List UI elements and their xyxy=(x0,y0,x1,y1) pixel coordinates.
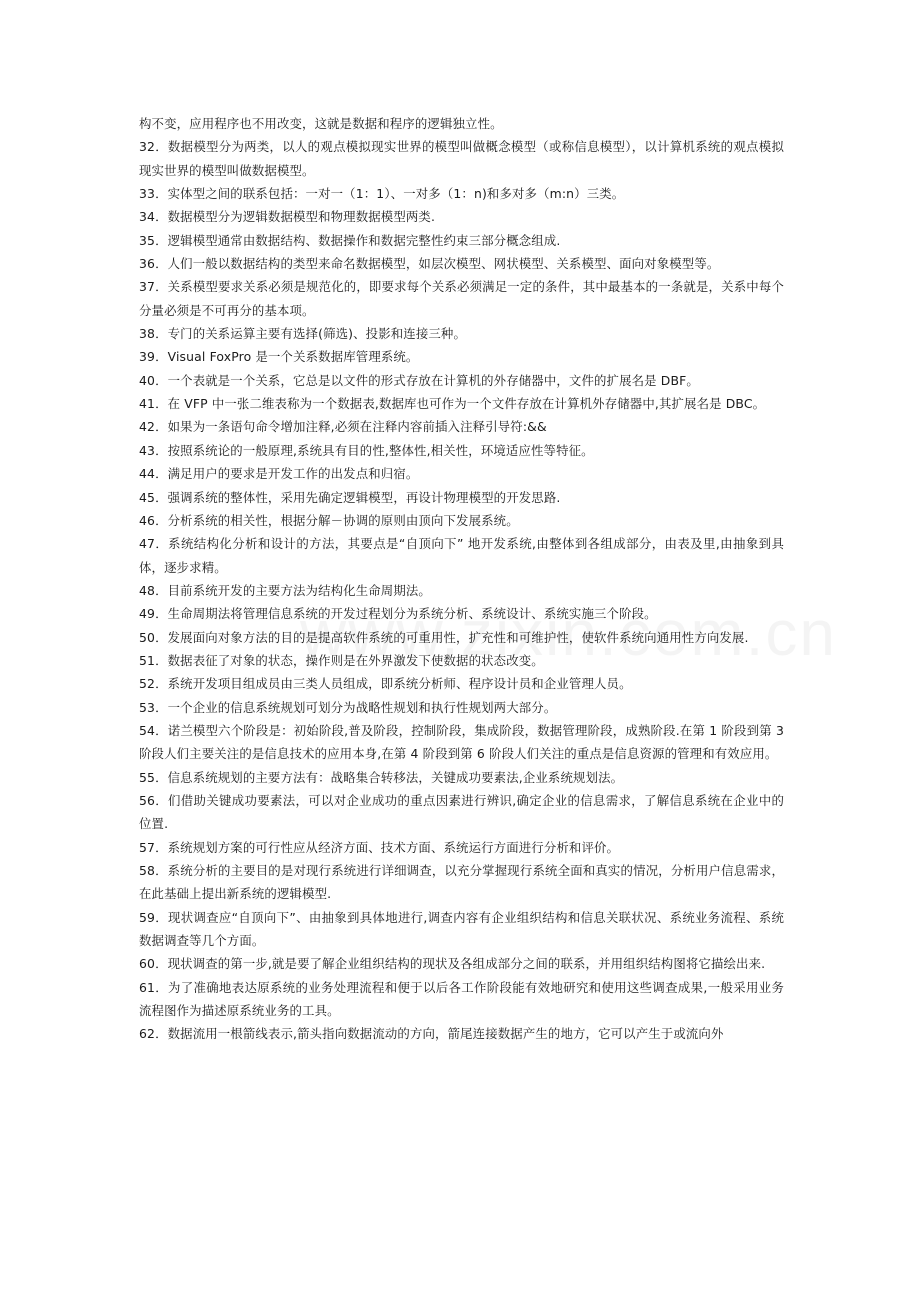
text-paragraph: 40．一个表就是一个关系，它总是以文件的形式存放在计算机的外存储器中，文件的扩展名是 DBF。 xyxy=(139,372,699,388)
text-paragraph: 56．们借助关键成功要素法，可以对企业成功的重点因素进行辨识,确定企业的信息需求，了解信息系统在企业中的位置. xyxy=(139,792,784,832)
text-paragraph: 43．按照系统论的一般原理,系统具有目的性,整体性,相关性，环境适应性等特征。 xyxy=(139,442,594,458)
text-paragraph: 34．数据模型分为逻辑数据模型和物理数据模型两类. xyxy=(139,209,436,225)
text-paragraph: 44．满足用户的要求是开发工作的出发点和归宿。 xyxy=(139,466,419,482)
text-paragraph: 48．目前系统开发的主要方法为结构化生命周期法。 xyxy=(139,582,431,598)
document-body xyxy=(139,112,784,1046)
text-paragraph: 61．为了准确地表达原系统的业务处理流程和便于以后各工作阶段能有效地研究和使用这些调查成果,一般采用业务流程图作为描述原系统业务的工具。 xyxy=(139,979,784,1019)
text-paragraph: 60．现状调查的第一步,就是要了解企业组织结构的现状及各组成部分之间的联系，并用组织结构图将它描绘出来. xyxy=(139,956,766,972)
text-paragraph: 50．发展面向对象方法的目的是提高软件系统的可重用性，扩充性和可维护性，使软件系统向通用性方向发展. xyxy=(139,629,749,645)
text-paragraph: 53．一个企业的信息系统规划可划分为战略性规划和执行性规划两大部分。 xyxy=(139,699,557,715)
text-paragraph: 39．Visual FoxPro 是一个关系数据库管理系统。 xyxy=(139,349,419,365)
text-paragraph: 46．分析系统的相关性，根据分解－协调的原则由顶向下发展系统。 xyxy=(139,512,519,528)
text-paragraph: 41．在 VFP 中一张二维表称为一个数据表,数据库也可作为一个文件存放在计算机外存储器中,其扩展名是 DBC。 xyxy=(139,396,766,412)
text-paragraph: 38．专门的关系运算主要有选择(筛选)、投影和连接三种。 xyxy=(139,326,467,342)
text-paragraph: 33．实体型之间的联系包括：一对一（1：1）、一对多（1：n)和多对多（m:n）三类。 xyxy=(139,186,625,202)
text-paragraph: 62．数据流用一根箭线表示,箭头指向数据流动的方向，箭尾连接数据产生的地方，它可以产生于或流向外 xyxy=(139,1026,724,1042)
text-paragraph: 58．系统分析的主要目的是对现行系统进行详细调查，以充分掌握现行系统全面和真实的情况，分析用户信息需求，在此基础上提出新系统的逻辑模型. xyxy=(139,863,784,902)
text-paragraph: 42．如果为一条语句命令增加注释,必须在注释内容前插入注释引导符:&& xyxy=(139,419,547,435)
text-paragraph: 47．系统结构化分析和设计的方法，其要点是“自顶向下” 地开发系统,由整体到各组成部分，由表及里,由抽象到具体，逐步求精。 xyxy=(139,536,784,575)
text-paragraph: 57．系统规划方案的可行性应从经济方面、技术方面、系统运行方面进行分析和评价。 xyxy=(139,839,620,855)
text-paragraph: 45．强调系统的整体性，采用先确定逻辑模型，再设计物理模型的开发思路. xyxy=(139,489,561,505)
text-paragraph: 52．系统开发项目组成员由三类人员组成，即系统分析师、程序设计员和企业管理人员。 xyxy=(139,676,632,692)
text-paragraph: 55．信息系统规划的主要方法有：战略集合转移法，关键成功要素法,企业系统规划法。 xyxy=(139,769,624,785)
text-paragraph: 37．关系模型要求关系必须是规范化的，即要求每个关系必须满足一定的条件，其中最基本的一条就是，关系中每个分量必须是不可再分的基本项。 xyxy=(139,279,784,318)
text-paragraph: 54．诺兰模型六个阶段是：初始阶段,普及阶段，控制阶段，集成阶段，数据管理阶段，成熟阶段.在第 1 阶段到第 3 阶段人们主要关注的是信息技术的应用本身,在第 4 阶段到第 6 阶段人们关注的重点是信息资源的管理和有效应用。 xyxy=(139,722,784,762)
text-paragraph: 59．现状调查应“自顶向下”、由抽象到具体地进行,调查内容有企业组织结构和信息关联状况、系统业务流程、系统数据调查等几个方面。 xyxy=(139,909,784,949)
text-paragraph: 32．数据模型分为两类，以人的观点模拟现实世界的模型叫做概念模型（或称信息模型），以计算机系统的观点模拟现实世界的模型叫做数据模型。 xyxy=(139,139,784,178)
text-paragraph: 49．生命周期法将管理信息系统的开发过程划分为系统分析、系统设计、系统实施三个阶段。 xyxy=(139,606,657,622)
text-paragraph: 构不变，应用程序也不用改变，这就是数据和程序的逻辑独立性。 xyxy=(139,116,503,131)
text-paragraph: 35．逻辑模型通常由数据结构、数据操作和数据完整性约束三部分概念组成. xyxy=(139,232,561,248)
text-paragraph: 51．数据表征了对象的状态，操作则是在外界激发下使数据的状态改变。 xyxy=(139,652,544,668)
text-paragraph: 36．人们一般以数据结构的类型来命名数据模型，如层次模型、网状模型、关系模型、面向对象模型等。 xyxy=(139,256,720,272)
